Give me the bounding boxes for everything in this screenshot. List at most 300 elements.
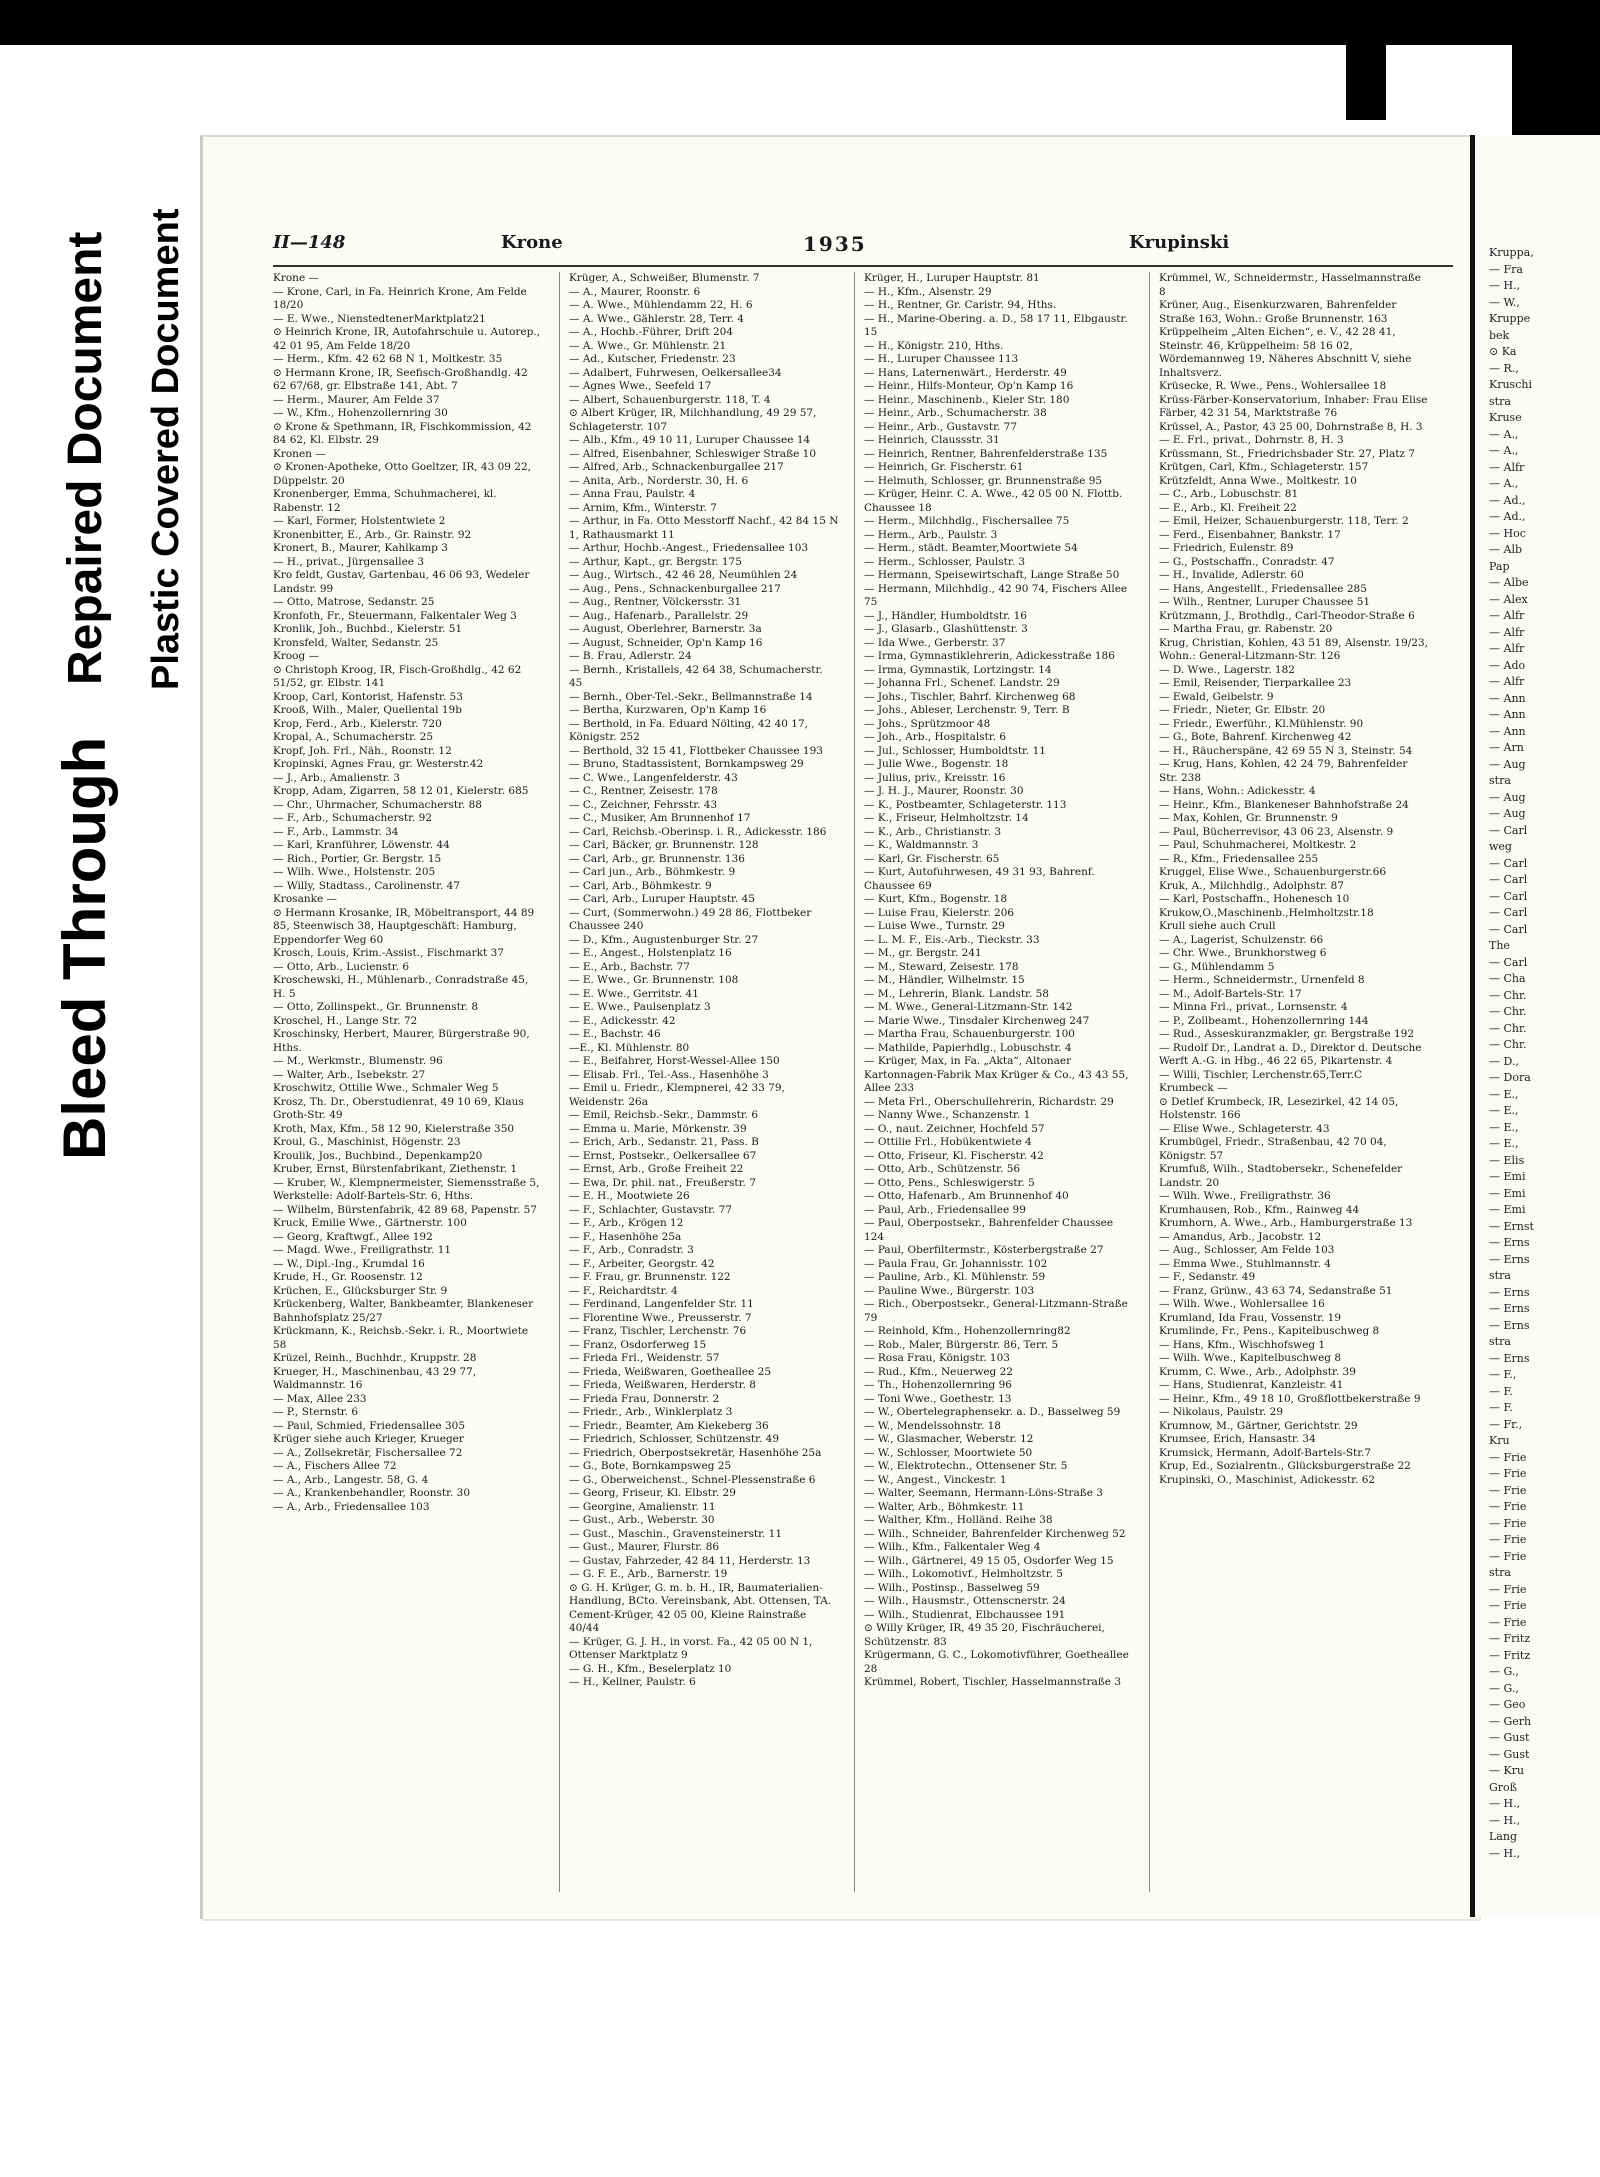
directory-entry: — Pauline, Arb., Kl. Mühlenstr. 59	[864, 1271, 1046, 1283]
directory-entry: — E. Wwe., Paulsenplatz 3	[569, 1001, 711, 1013]
edge-text-line: — Hoc	[1489, 526, 1526, 540]
directory-entry: — Willi, Tischler, Lerchenstr.65,Terr.C	[1159, 1068, 1363, 1081]
edge-text-line: Kruse	[1489, 411, 1522, 424]
directory-entry: — Irma, Gymnastik, Lortzingstr. 14	[864, 663, 1052, 676]
edge-text-line: — Frie	[1489, 1500, 1527, 1513]
directory-entry: — Heinrich, Gr. Fischerstr. 61	[864, 461, 1024, 473]
directory-entry: Krüger, A., Schweißer, Blumenstr. 7	[569, 272, 760, 284]
directory-entry: Kroschinsky, Herbert, Maurer, Bürgerstraße 90, Hths.	[273, 1028, 530, 1054]
edge-text-line: — Erns	[1489, 1236, 1530, 1249]
directory-entry: Krumbeck —	[1159, 1082, 1228, 1094]
directory-entry: — Max, Allee 233	[273, 1392, 367, 1405]
edge-text-line: — Fritz	[1489, 1632, 1531, 1645]
directory-entry: — Otto, Arb., Lucienstr. 6	[273, 960, 409, 973]
directory-entry: — Gust., Maurer, Flurstr. 86	[569, 1541, 720, 1553]
directory-entry: — G. H., Kfm., Beselerplatz 10	[569, 1662, 732, 1675]
directory-entry: — W., Dipl.-Ing., Krumdal 16	[273, 1257, 425, 1270]
directory-entry: — W., Mendelssohnstr. 18	[864, 1419, 1001, 1432]
directory-entry: — Paul, Schmied, Friedensallee 305	[273, 1419, 465, 1432]
edge-text-line: — Erns	[1489, 1285, 1530, 1299]
directory-entry: — Walter, Seemann, Hermann-Löns-Straße 3	[864, 1487, 1103, 1499]
directory-entry: — F., Reichardtstr. 4	[569, 1284, 678, 1297]
directory-entry: — Herm., Schlosser, Paulstr. 3	[864, 555, 1026, 568]
directory-entry: — G., Postschaffn., Conradstr. 47	[1159, 555, 1335, 568]
edge-text-line: — Carl	[1489, 823, 1528, 837]
edge-text-line: stra	[1489, 1566, 1511, 1579]
directory-entry: — Heinr., Arb., Gustavstr. 77	[864, 420, 1018, 433]
directory-entry: — Kurt, Kfm., Bogenstr. 18	[864, 893, 1008, 905]
directory-entry: — E., Arb., Kl. Freiheit 22	[1159, 501, 1297, 514]
directory-entry: Krumsick, Hermann, Adolf-Bartels-Str.7	[1159, 1446, 1372, 1459]
directory-entry: — Mathilde, Papierhdlg., Lobuschstr. 4	[864, 1041, 1072, 1054]
directory-entry: — M., Lehrerin, Blank. Landstr. 58	[864, 987, 1049, 1000]
directory-entry: — Rosa Frau, Königstr. 103	[864, 1352, 1010, 1364]
directory-entry: — Hans, Kfm., Wischhofsweg 1	[1159, 1338, 1326, 1351]
directory-entry: — Krüger, G. J. H., in vorst. Fa., 42 05 00 N 1, Ottenser Marktplatz 9	[569, 1635, 813, 1661]
directory-entry: — Carl, Bäcker, gr. Brunnenstr. 128	[569, 839, 759, 851]
directory-entry: — Herm., Schneidermstr., Urnenfeld 8	[1159, 974, 1365, 986]
edge-text-line: — A.,	[1489, 477, 1519, 490]
directory-entry: — Carl, Arb., gr. Brunnenstr. 136	[569, 852, 745, 865]
directory-entry: Krude, H., Gr. Roosenstr. 12	[273, 1271, 423, 1283]
edge-text-line: — A.,	[1489, 444, 1519, 457]
page-header	[273, 232, 1453, 262]
adjacent-page-text	[1489, 245, 1599, 1895]
directory-entry: — Hermann, Speisewirtschaft, Lange Straße 50	[864, 569, 1120, 581]
directory-entry: — Julie Wwe., Bogenstr. 18	[864, 758, 1009, 770]
edge-text-line: — Ado	[1489, 658, 1526, 672]
directory-entry: Krüzel, Reinh., Buchhdr., Kruppstr. 28	[273, 1352, 477, 1364]
directory-entry: Krüssmann, St., Friedrichsbader Str. 27, Platz 7	[1159, 447, 1415, 460]
edge-text-line: — Erns	[1489, 1302, 1530, 1315]
scan-artifact-block	[1346, 45, 1386, 120]
directory-entry: — F., Arb., Schumacherstr. 92	[273, 812, 433, 824]
directory-entry: — H., Räucherspäne, 42 69 55 N 3, Steinstr. 54	[1159, 744, 1413, 757]
edge-text-line: — G.,	[1489, 1665, 1519, 1678]
directory-entry: — Luise Frau, Kielerstr. 206	[864, 906, 1015, 919]
directory-entry: — K., Postbeamter, Schlageterstr. 113	[864, 798, 1067, 811]
directory-entry: Kroog —	[273, 650, 320, 662]
edge-text-line: — Frie	[1489, 1450, 1527, 1464]
edge-text-line: — Geo	[1489, 1698, 1526, 1711]
directory-entry: — Bernh., Kristallels, 42 64 38, Schumacherstr. 45	[569, 663, 823, 689]
directory-entry: — A., Lagerist, Schulzenstr. 66	[1159, 933, 1324, 946]
directory-entry: — Frieda, Weißwaren, Goetheallee 25	[569, 1365, 772, 1378]
edge-text-line: — Erns	[1489, 1252, 1530, 1266]
first-entry-word: Krone	[501, 232, 563, 253]
directory-entry: Kronlik, Joh., Buchbd., Kielerstr. 51	[273, 623, 463, 635]
directory-entry: — Wilh., Schneider, Bahrenfelder Kirchenweg 52	[864, 1527, 1126, 1540]
directory-entry: — Frieda Frau, Donnerstr. 2	[569, 1392, 720, 1405]
directory-entry: — Julius, priv., Kreisstr. 16	[864, 771, 1006, 784]
edge-text-line: The	[1489, 939, 1510, 952]
edge-text-line: Groß	[1489, 1780, 1518, 1794]
directory-entry: — Herm., Milchhdlg., Fischersallee 75	[864, 515, 1070, 527]
edge-text-line: — Alfr	[1489, 625, 1525, 639]
directory-entry: — J., Arb., Amalienstr. 3	[273, 771, 400, 784]
edge-text-line: — F.	[1489, 1384, 1513, 1398]
directory-entry: — E. Frl., privat., Dohrnstr. 8, H. 3	[1159, 434, 1344, 446]
edge-text-line: — Frie	[1489, 1483, 1527, 1497]
directory-entry: — F., Sedanstr. 49	[1159, 1271, 1256, 1283]
directory-entry: — Bernh., Ober-Tel.-Sekr., Bellmannstraße 14	[569, 690, 813, 703]
edge-text-line: — Frie	[1489, 1467, 1527, 1480]
directory-entry: — E., Bachstr. 46	[569, 1028, 661, 1040]
directory-entry: Krüchen, E., Glücksburger Str. 9	[273, 1284, 448, 1297]
plastic-covered-label: Plastic Covered Document	[145, 208, 187, 690]
directory-entry: — Otto, Hafenarb., Am Brunnenhof 40	[864, 1190, 1069, 1202]
directory-entry: — Curt, (Sommerwohn.) 49 28 86, Flottbeker Chaussee 240	[569, 906, 812, 932]
directory-entry: ⊙ Hermann Krone, IR, Seefisch-Großhandlg. 42 62 67/68, gr. Elbstraße 141, Abt. 7	[273, 366, 528, 392]
directory-entry: Kroop, Carl, Kontorist, Hafenstr. 53	[273, 690, 463, 703]
directory-entry: Krümmel, W., Schneidermstr., Hasselmannstraße 8	[1159, 272, 1421, 298]
directory-entry: Kropp, Adam, Zigarren, 58 12 01, Kielerstr. 685	[273, 785, 529, 797]
directory-entry: — A., Zollsekretär, Fischersallee 72	[273, 1446, 463, 1459]
directory-entry: — Paul, Bücherrevisor, 43 06 23, Alsenstr. 9	[1159, 825, 1394, 838]
directory-entry: Krumbügel, Friedr., Straßenbau, 42 70 04, Königstr. 57	[1159, 1136, 1387, 1162]
directory-entry: — G., Bote, Bahrenf. Kirchenweg 42	[1159, 731, 1352, 743]
edge-text-line: — Frie	[1489, 1615, 1527, 1629]
directory-entry: — Bertha, Kurzwaren, Op'n Kamp 16	[569, 704, 767, 716]
page-number: II—148	[273, 232, 346, 253]
directory-entry: ⊙ Krone & Spethmann, IR, Fischkommission, 42 84 62, Kl. Elbstr. 29	[273, 420, 532, 446]
directory-entry: — Rud., Kfm., Neuerweg 22	[864, 1365, 1013, 1378]
directory-entry: — M., gr. Bergstr. 241	[864, 947, 982, 959]
directory-entry: — K., Arb., Christianstr. 3	[864, 825, 1002, 838]
directory-entry: — Walter, Arb., Böhmkestr. 11	[864, 1500, 1025, 1513]
directory-entry: — Erich, Arb., Sedanstr. 21, Pass. B	[569, 1136, 759, 1148]
directory-entry: — Amandus, Arb., Jacobstr. 12	[1159, 1230, 1322, 1243]
directory-entry: — Helmuth, Schlosser, gr. Brunnenstraße 95	[864, 474, 1103, 487]
directory-entry: Krosch, Louis, Krim.-Assist., Fischmarkt 37	[273, 947, 504, 959]
scan-top-border	[0, 0, 1600, 45]
directory-entry: — Anna Frau, Paulstr. 4	[569, 488, 696, 500]
edge-text-line: — E.,	[1489, 1120, 1519, 1134]
directory-entry: — H., privat., Jürgensallee 3	[273, 555, 425, 568]
directory-entry: — Ferdinand, Langenfelder Str. 11	[569, 1298, 754, 1310]
directory-entry: — Krug, Hans, Kohlen, 42 24 79, Bahrenfelder Str. 238	[1159, 758, 1408, 784]
edge-text-line: weg	[1489, 840, 1512, 853]
directory-entry: — Wilh., Lokomotivf., Helmholtzstr. 5	[864, 1568, 1063, 1580]
edge-text-line: — Erns	[1489, 1318, 1530, 1332]
directory-entry: ⊙ Heinrich Krone, IR, Autofahrschule u. Autorep., 42 01 95, Am Felde 18/20	[273, 326, 541, 352]
edge-text-line: — Aug	[1489, 790, 1526, 804]
directory-entry: Krumland, Ida Frau, Vossenstr. 19	[1159, 1311, 1342, 1324]
directory-entry: Kronenberger, Emma, Schuhmacherei, kl. Rabenstr. 12	[273, 488, 497, 514]
edge-text-line: — Elis	[1489, 1153, 1525, 1167]
directory-entry: — Ferd., Eisenbahner, Bankstr. 17	[1159, 528, 1341, 541]
directory-entry: — M., Steward, Zeisestr. 178	[864, 960, 1019, 973]
directory-entry: Kropal, A., Schumacherstr. 25	[273, 731, 433, 743]
directory-entry: — W., Glasmacher, Weberstr. 12	[864, 1433, 1034, 1445]
directory-entry: — Emma u. Marie, Mörkenstr. 39	[569, 1122, 747, 1135]
directory-entry: — Rob., Maler, Bürgerstr. 86, Terr. 5	[864, 1338, 1059, 1351]
edge-text-line: — Cha	[1489, 972, 1526, 985]
directory-entry: Kruk, A., Milchhdlg., Adolphstr. 87	[1159, 879, 1344, 892]
directory-column-1	[273, 272, 543, 1892]
edge-text-line: — Frie	[1489, 1549, 1527, 1563]
repaired-document-label: Repaired Document	[59, 231, 112, 685]
directory-entry: — Rud., Asseskuranzmakler, gr. Bergstraße 192	[1159, 1028, 1415, 1040]
directory-column-2	[569, 272, 839, 1892]
directory-entry: — Aug., Pens., Schnackenburgallee 217	[569, 582, 781, 595]
directory-entry: — E., Adickesstr. 42	[569, 1014, 676, 1027]
directory-entry: — A., Maurer, Roonstr. 6	[569, 285, 701, 298]
directory-entry: — J., Glasarb., Glashüttenstr. 3	[864, 623, 1028, 635]
directory-entry: — Johs., Tischler, Bahrf. Kirchenweg 68	[864, 690, 1076, 703]
directory-entry: — H., Invalide, Adlerstr. 60	[1159, 569, 1304, 581]
directory-entry: — F., Arb., Lammstr. 34	[273, 825, 399, 838]
directory-entry: — Willy, Stadtass., Carolinenstr. 47	[273, 879, 460, 892]
edge-text-line: — Gust	[1489, 1747, 1530, 1761]
directory-entry: — E. H., Mootwiete 26	[569, 1190, 690, 1202]
directory-entry: — Friedr., Arb., Winklerplatz 3	[569, 1406, 733, 1418]
directory-entry: — G., Oberweichenst., Schnel-Plessenstraße 6	[569, 1473, 816, 1486]
directory-entry: — Friedr., Ewerführ., Kl.Mühlenstr. 90	[1159, 717, 1364, 730]
directory-entry: — Karl, Gr. Fischerstr. 65	[864, 852, 1000, 865]
directory-entry: Krüger siehe auch Krieger, Krueger	[273, 1433, 464, 1445]
directory-entry: ⊙ Kronen-Apotheke, Otto Goeltzer, IR, 43 09 22, Düppelstr. 20	[273, 461, 531, 487]
directory-entry: — L. M. F., Eis.-Arb., Tieckstr. 33	[864, 933, 1040, 946]
column-divider	[559, 272, 560, 1892]
edge-text-line: ⊙ Ka	[1489, 345, 1517, 358]
directory-entry: — K., Friseur, Helmholtzstr. 14	[864, 812, 1029, 824]
directory-entry: — K., Waldmannstr. 3	[864, 839, 979, 851]
directory-entry: Krug, Christian, Kohlen, 43 51 89, Alsenstr. 19/23, Wohn.: General-Litzmann-Str. 126	[1159, 636, 1429, 662]
edge-text-line: — Frie	[1489, 1599, 1527, 1612]
directory-entry: — Friedr., Nieter, Gr. Elbstr. 20	[1159, 704, 1326, 716]
directory-entry: — Martha Frau, gr. Rabenstr. 20	[1159, 623, 1333, 635]
directory-entry: — Emma Wwe., Stuhlmannstr. 4	[1159, 1257, 1331, 1270]
directory-entry: — A., Arb., Langestr. 58, G. 4	[273, 1473, 429, 1486]
directory-entry: — Agnes Wwe., Seefeld 17	[569, 380, 712, 392]
directory-entry: — Nikolaus, Paulstr. 29	[1159, 1406, 1283, 1418]
directory-entry: — Wilh., Studienrat, Elbchaussee 191	[864, 1608, 1066, 1621]
directory-columns	[273, 272, 1453, 1892]
edge-text-line: — W.,	[1489, 295, 1520, 309]
directory-entry: — C., Arb., Lobuschstr. 81	[1159, 488, 1299, 500]
edge-text-line: — Ad.,	[1489, 493, 1526, 507]
directory-entry: Krop, Ferd., Arb., Kielerstr. 720	[273, 717, 442, 730]
edge-text-line: — Alex	[1489, 592, 1528, 606]
directory-entry: — Max, Kohlen, Gr. Brunnenstr. 9	[1159, 812, 1338, 824]
directory-entry: — Georg, Friseur, Kl. Elbstr. 29	[569, 1487, 736, 1499]
directory-entry: Krüsecke, R. Wwe., Pens., Wohlersallee 18	[1159, 380, 1387, 392]
directory-entry: — Georg, Kraftwgf., Allee 192	[273, 1230, 433, 1243]
directory-entry: — August, Oberlehrer, Barnerstr. 3a	[569, 623, 762, 635]
directory-entry: — M., Händler, Wilhelmstr. 15	[864, 974, 1025, 986]
directory-entry: — Ad., Kutscher, Friedenstr. 23	[569, 353, 736, 365]
directory-entry: ⊙ G. H. Krüger, G. m. b. H., IR, Baumaterialien-Handlung, BCto. Vereinsbank, Abt. Ottensen, TA. Cement-Krüger, 42 05 00, Kleine Rainstraße 40/44	[569, 1581, 832, 1634]
edge-text-line: Lang	[1489, 1830, 1517, 1843]
directory-entry: — Herm., Arb., Paulstr. 3	[864, 528, 998, 541]
directory-entry: — G., Bote, Bornkampsweg 25	[569, 1460, 732, 1472]
directory-entry: ⊙ Albert Krüger, IR, Milchhandlung, 49 29 57, Schlageterstr. 107	[569, 407, 817, 433]
directory-entry: Kruggel, Elise Wwe., Schauenburgerstr.66	[1159, 866, 1387, 878]
directory-entry: — W., Kfm., Hohenzollernring 30	[273, 407, 448, 419]
directory-entry: — C., Zeichner, Fehrsstr. 43	[569, 798, 718, 811]
edge-text-line: bek	[1489, 328, 1510, 342]
directory-entry: — Elisab. Frl., Tel.-Ass., Hasenhöhe 3	[569, 1068, 769, 1081]
directory-entry: — Berthold, in Fa. Eduard Nölting, 42 40 17, Königstr. 252	[569, 717, 808, 743]
directory-entry: — Arthur, in Fa. Otto Messtorff Nachf., 42 84 15 N 1, Rathausmarkt 11	[569, 515, 839, 541]
directory-entry: Kronenbitter, E., Arb., Gr. Rainstr. 92	[273, 528, 472, 541]
directory-entry: — Hans, Angestellt., Friedensallee 285	[1159, 582, 1367, 595]
edge-text-line: stra	[1489, 1335, 1511, 1348]
edge-text-line: — Fra	[1489, 262, 1523, 276]
directory-entry: — Heinr., Maschinenb., Kieler Str. 180	[864, 393, 1070, 406]
directory-entry: Kroschel, H., Lange Str. 72	[273, 1014, 418, 1027]
directory-entry: ⊙ Hermann Krosanke, IR, Möbeltransport, 44 89 85, Steenwisch 38, Hauptgeschäft: Hamburg, Eppendorfer Weg 60	[273, 906, 535, 946]
directory-entry: — Ewa, Dr. phil. nat., Freußerstr. 7	[569, 1176, 756, 1189]
directory-entry: — Magd. Wwe., Freiligrathstr. 11	[273, 1244, 452, 1256]
directory-entry: — C., Musiker, Am Brunnenhof 17	[569, 812, 751, 824]
directory-entry: — Kurt, Autofuhrwesen, 49 31 93, Bahrenf. Chaussee 69	[864, 866, 1095, 892]
adjacent-page-edge	[1470, 135, 1600, 1917]
edge-text-line: stra	[1489, 774, 1511, 787]
edge-text-line: — Erns	[1489, 1351, 1530, 1365]
directory-entry: — Berthold, 32 15 41, Flottbeker Chaussee 193	[569, 744, 823, 757]
directory-entry: — Chr., Uhrmacher, Schumacherstr. 88	[273, 798, 482, 811]
directory-entry: — Hans, Studienrat, Kanzleistr. 41	[1159, 1379, 1344, 1391]
edge-text-line: — Carl	[1489, 889, 1528, 903]
directory-entry: Kronert, B., Maurer, Kahlkamp 3	[273, 542, 448, 554]
directory-entry: — Emil, Heizer, Schauenburgerstr. 118, Terr. 2	[1159, 515, 1409, 527]
directory-entry: Krumnow, M., Gärtner, Gerichtstr. 29	[1159, 1419, 1358, 1432]
directory-entry: — Anita, Arb., Norderstr. 30, H. 6	[569, 474, 749, 487]
edge-text-line: — D.,	[1489, 1054, 1519, 1068]
directory-entry: — Herm., Maurer, Am Felde 37	[273, 393, 440, 406]
directory-entry: — Otto, Zollinspekt., Gr. Brunnenstr. 8	[273, 1001, 479, 1013]
directory-entry: Kroschewski, H., Mühlenarb., Conradstraße 45, H. 5	[273, 974, 529, 1000]
directory-entry: — Franz, Osdorferweg 15	[569, 1338, 707, 1351]
directory-entry: Krumlinde, Fr., Pens., Kapitelbuschweg 8	[1159, 1325, 1380, 1337]
directory-entry: — Wilh., Kfm., Falkentaler Weg 4	[864, 1541, 1041, 1553]
directory-entry: — Ida Wwe., Gerberstr. 37	[864, 636, 1006, 649]
directory-entry: — Frieda, Weißwaren, Herderstr. 8	[569, 1379, 756, 1391]
directory-entry: — Arthur, Hochb.-Angest., Friedensallee 103	[569, 542, 809, 554]
directory-entry: Krüss-Färber-Konservatorium, Inhaber: Frau Elise Färber, 42 31 54, Marktstraße 76	[1159, 393, 1428, 419]
directory-entry: — Johanna Frl., Schenef. Landstr. 29	[864, 677, 1060, 689]
directory-entry: Kronen —	[273, 447, 326, 460]
directory-entry: — Friedr., Beamter, Am Kiekeberg 36	[569, 1419, 769, 1432]
directory-entry: — Carl, Reichsb.-Oberinsp. i. R., Adickesstr. 186	[569, 825, 827, 838]
directory-entry: — Gust., Arb., Weberstr. 30	[569, 1514, 715, 1526]
directory-page	[200, 135, 1479, 1919]
edge-text-line: — Ernst	[1489, 1219, 1534, 1233]
directory-entry: — J. H. J., Maurer, Roonstr. 30	[864, 785, 1024, 797]
directory-entry: — Aug., Schlosser, Am Felde 103	[1159, 1244, 1335, 1256]
directory-entry: —E., Kl. Mühlenstr. 80	[569, 1041, 690, 1054]
edge-text-line: — Alfr	[1489, 675, 1525, 688]
directory-entry: — Otto, Friseur, Kl. Fischerstr. 42	[864, 1149, 1044, 1162]
edge-text-line: Pap	[1489, 559, 1510, 573]
directory-entry: — Frieda Frl., Weidenstr. 57	[569, 1352, 720, 1364]
directory-entry: — Joh., Arb., Hospitalstr. 6	[864, 731, 1007, 743]
directory-entry: — R., Kfm., Friedensallee 255	[1159, 852, 1319, 865]
directory-entry: Kro feldt, Gustav, Gartenbau, 46 06 93, Wedeler Landstr. 99	[273, 569, 530, 595]
directory-entry: — E. Wwe., NienstedtenerMarktplatz21	[273, 312, 486, 325]
directory-entry: — Gust., Maschin., Gravensteinerstr. 11	[569, 1527, 783, 1540]
directory-entry: — O., naut. Zeichner, Hochfeld 57	[864, 1122, 1045, 1135]
directory-entry: — Krone, Carl, in Fa. Heinrich Krone, Am Felde 18/20	[273, 285, 527, 311]
directory-entry: — M., Werkmstr., Blumenstr. 96	[273, 1055, 443, 1067]
directory-entry: — H., Königstr. 210, Hths.	[864, 339, 1004, 352]
directory-entry: — Otto, Matrose, Sedanstr. 25	[273, 596, 435, 608]
directory-entry: Krumhausen, Rob., Kfm., Rainweg 44	[1159, 1203, 1360, 1216]
edge-text-line: — H.,	[1489, 1846, 1521, 1860]
directory-entry: — E., Angest., Holstenplatz 16	[569, 947, 732, 959]
directory-entry: — G. F. E., Arb., Barnerstr. 19	[569, 1568, 728, 1580]
directory-entry: — Franz, Tischler, Lerchenstr. 76	[569, 1325, 747, 1337]
directory-entry: — Carl, Arb., Luruper Hauptstr. 45	[569, 893, 755, 905]
directory-entry: Kropinski, Agnes Frau, gr. Westerstr.42	[273, 758, 484, 770]
directory-entry: — Rudolf Dr., Landrat a. D., Direktor d. Deutsche Werft A.-G. in Hbg., 46 22 65, Pikartenstr. 4	[1159, 1041, 1422, 1067]
directory-entry: — Ernst, Postsekr., Oelkersallee 67	[569, 1149, 757, 1162]
edge-text-line: — Carl	[1489, 856, 1528, 870]
directory-entry: — A. Wwe., Mühlendamm 22, H. 6	[569, 299, 753, 311]
directory-entry: — Heinr., Arb., Schumacherstr. 38	[864, 407, 1047, 419]
edge-text-line: — F.,	[1489, 1368, 1517, 1381]
directory-entry: — Reinhold, Kfm., Hohenzollernring82	[864, 1325, 1071, 1337]
directory-entry: — D., Kfm., Augustenburger Str. 27	[569, 933, 759, 946]
directory-entry: — Georgine, Amalienstr. 11	[569, 1500, 716, 1513]
directory-entry: — Carl jun., Arb., Böhmkestr. 9	[569, 866, 736, 878]
edge-text-line: stra	[1489, 1269, 1511, 1282]
edge-text-line: — Frie	[1489, 1582, 1527, 1596]
directory-entry: Kruck, Emilie Wwe., Gärtnerstr. 100	[273, 1217, 467, 1229]
directory-entry: — F. Frau, gr. Brunnenstr. 122	[569, 1271, 731, 1283]
directory-column-3	[864, 272, 1134, 1892]
directory-entry: — Marie Wwe., Tinsdaler Kirchenweg 247	[864, 1014, 1090, 1027]
directory-entry: — Friedrich, Oberpostsekretär, Hasenhöhe 25a	[569, 1446, 822, 1459]
edge-text-line: — E.,	[1489, 1104, 1519, 1117]
directory-entry: — Aug., Wirtsch., 42 46 28, Neumühlen 24	[569, 569, 798, 581]
directory-entry: — M., Adolf-Bartels-Str. 17	[1159, 987, 1302, 1000]
directory-entry: — Herm., städt. Beamter,Moortwiete 54	[864, 542, 1078, 554]
directory-entry: — Karl, Former, Holstentwiete 2	[273, 515, 446, 527]
directory-entry: — G., Mühlendamm 5	[1159, 960, 1275, 973]
directory-entry: — Nanny Wwe., Schanzenstr. 1	[864, 1109, 1031, 1121]
directory-entry: — Heinrich, Rentner, Bahrenfelderstraße 135	[864, 447, 1108, 460]
directory-entry: — Paul, Arb., Friedensallee 99	[864, 1203, 1026, 1216]
directory-entry: — Toni Wwe., Goethestr. 13	[864, 1392, 1012, 1405]
edge-text-line: Kru	[1489, 1434, 1510, 1447]
edge-text-line: — Fritz	[1489, 1648, 1531, 1662]
directory-entry: — Paula Frau, Gr. Johannisstr. 102	[864, 1257, 1048, 1270]
directory-entry: — Elise Wwe., Schlageterstr. 43	[1159, 1122, 1330, 1135]
directory-entry: — Wilh., Hausmstr., Ottenscnerstr. 24	[864, 1595, 1066, 1607]
edge-text-line: — Arn	[1489, 741, 1524, 754]
directory-entry: — Kruber, W., Klempnermeister, Siemensstraße 5, Werkstelle: Adolf-Bartels-Str. 6, Hths.	[273, 1176, 540, 1202]
edge-text-line: — Gerh	[1489, 1714, 1532, 1728]
edge-text-line: — Frie	[1489, 1516, 1527, 1530]
directory-entry: Krosanke —	[273, 893, 338, 905]
directory-entry: — Emil, Reisender, Tierparkallee 23	[1159, 677, 1352, 689]
edge-text-line: — Emi	[1489, 1186, 1526, 1200]
directory-entry: — Luise Wwe., Turnstr. 29	[864, 920, 1005, 932]
directory-entry: — F., Arb., Conradstr. 3	[569, 1244, 694, 1256]
edge-text-line: — E.,	[1489, 1137, 1519, 1150]
directory-entry: — Friedrich, Eulenstr. 89	[1159, 542, 1294, 554]
edge-text-line: — Carl	[1489, 873, 1528, 886]
directory-entry: — Ewald, Geibelstr. 9	[1159, 690, 1274, 703]
directory-entry: ⊙ Willy Krüger, IR, 49 35 20, Fischräucherei, Schützenstr. 83	[864, 1622, 1105, 1648]
edge-text-line: — Emi	[1489, 1203, 1526, 1216]
directory-entry: Krückenberg, Walter, Bankbeamter, Blankeneser Bahnhofsplatz 25/27	[273, 1298, 534, 1324]
directory-entry: Krosz, Th. Dr., Oberstudienrat, 49 10 69, Klaus Groth-Str. 49	[273, 1095, 524, 1121]
directory-entry: — Wilh., Rentner, Luruper Chaussee 51	[1159, 596, 1371, 608]
